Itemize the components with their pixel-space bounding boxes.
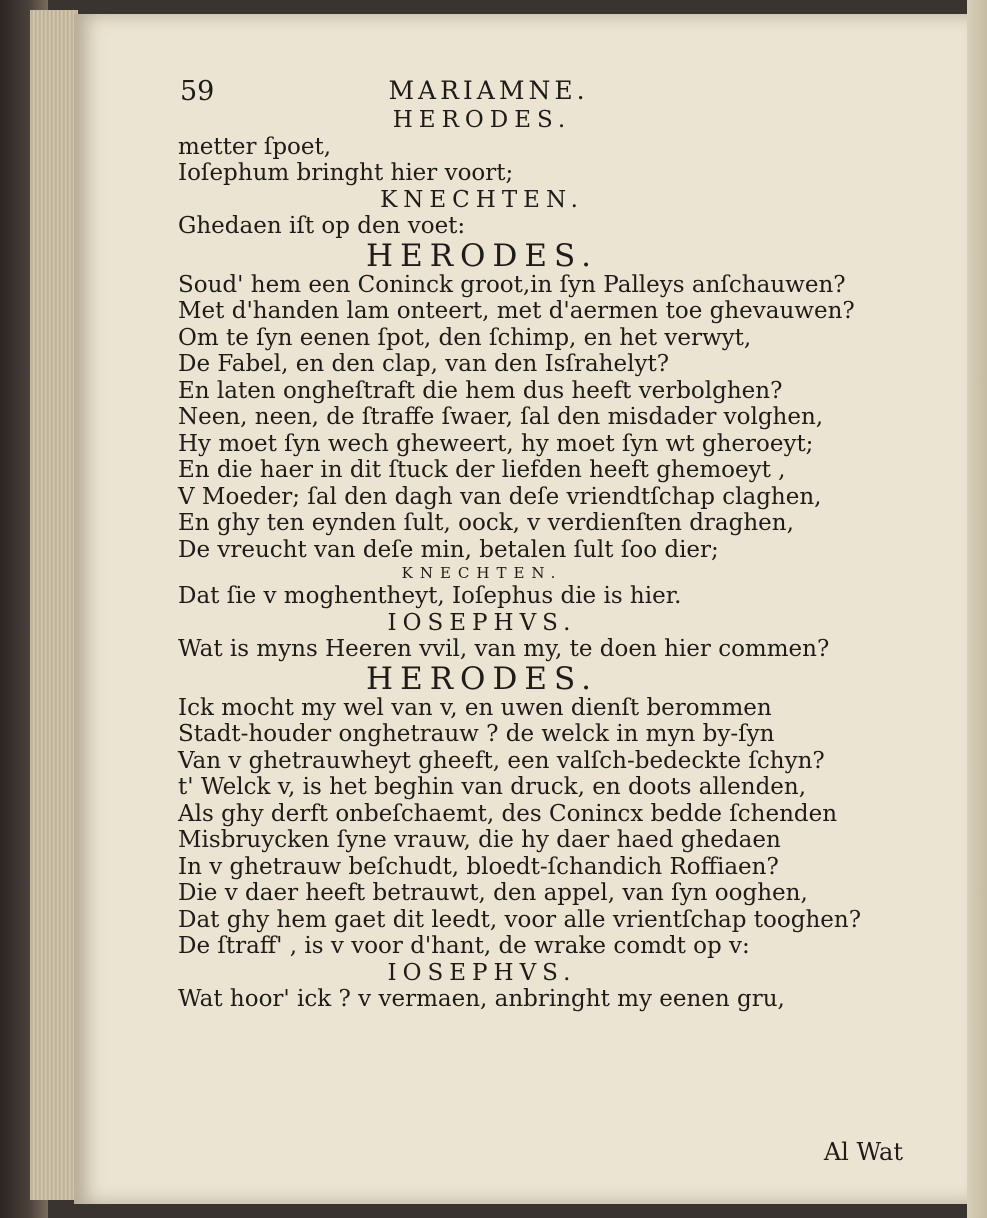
verse-line: Neen, neen, de ſtraffe ſwaer, ſal den misdader volghen, [178,404,824,430]
verse-line: Dat ghy hem gaet dit leedt, voor alle vrientſchap tooghen? [178,906,862,933]
speaker-heading: IOSEPHVS. [387,609,577,636]
verse-line: Soud' hem een Coninck groot,in ſyn Palleys anſchauwen? [178,271,846,298]
speaker-heading: KNECHTEN. [380,186,584,213]
verse-line: metter ſpoet, [178,133,332,160]
running-title: MARIAMNE. [388,76,589,105]
verse-line: V Moeder; ſal den dagh van deſe vriendtſchap claghen, [178,483,822,510]
verse-line: Hy moet ſyn wech gheweert, hy moet ſyn wt gheroeyt; [178,430,814,457]
verse-line: t' Welck v, is het beghin van druck, en doots allenden, [178,774,807,800]
verse-line: En die haer in dit ſtuck der liefden heeft ghemoeyt , [178,457,786,483]
page-edges [30,10,78,1200]
verse-line: Van v ghetrauwheyt gheeft, een valſch-bedeckte ſchyn? [178,747,825,774]
verse-line: Ick mocht my wel van v, en uwen dienſt berommen [178,694,772,721]
verse-line: Wat hoor' ick ? v vermaen, anbringht my eenen gru, [178,986,785,1012]
verse-line: Stadt-houder onghetrauw ? de welck in myn by-ſyn [178,721,775,747]
verse-line: In v ghetrauw beſchudt, bloedt-ſchandich Roffiaen? [178,853,779,880]
page-number: 59 [180,76,215,107]
verse-line: Misbruycken ſyne vrauw, die hy daer haed ghedaen [178,827,781,853]
verse-line: En laten ongheſtraft die hem dus heeft verbolghen? [178,377,783,404]
play-text [172,107,912,1013]
verse-line: Ioſephum bringht hier voort; [178,160,514,186]
speaker-heading: HERODES. [366,660,598,697]
speaker-heading: KNECHTEN. [401,564,563,582]
verse-line: Ghedaen iſt op den voet: [178,213,466,239]
verse-line: De ſtraff' , is v voor d'hant, de wrake comdt op v: [178,933,750,959]
verse-line: Dat ſie v moghentheyt, Ioſephus die is hier. [178,583,682,609]
verse-line: En ghy ten eynden ſult, oock, v verdienſten draghen, [178,510,794,536]
page-header [170,70,927,106]
speaker-heading: HERODES. [392,107,572,133]
catchword: Al Wat [823,1138,903,1166]
verse-line: Met d'handen lam onteert, met d'aermen toe ghevauwen? [178,298,855,324]
verse-line: Als ghy derft onbeſchaemt, des Conincx bedde ſchenden [178,800,838,827]
verse-line: De vreucht van deſe min, betalen ſult ſoo dier; [178,536,719,563]
verse-line: Wat is myns Heeren vvil, van my, te doen hier commen? [178,636,830,662]
verse-line: De Fabel, en den clap, van den Isſrahelyt? [178,351,670,377]
speaker-heading: IOSEPHVS. [387,959,577,986]
facing-page-edge [967,0,987,1218]
verse-line: Die v daer heeft betrauwt, den appel, van ſyn ooghen, [178,880,808,906]
speaker-heading: HERODES. [366,237,598,274]
verse-line: Om te ſyn eenen ſpot, den ſchimp, en het verwyt, [178,324,752,351]
